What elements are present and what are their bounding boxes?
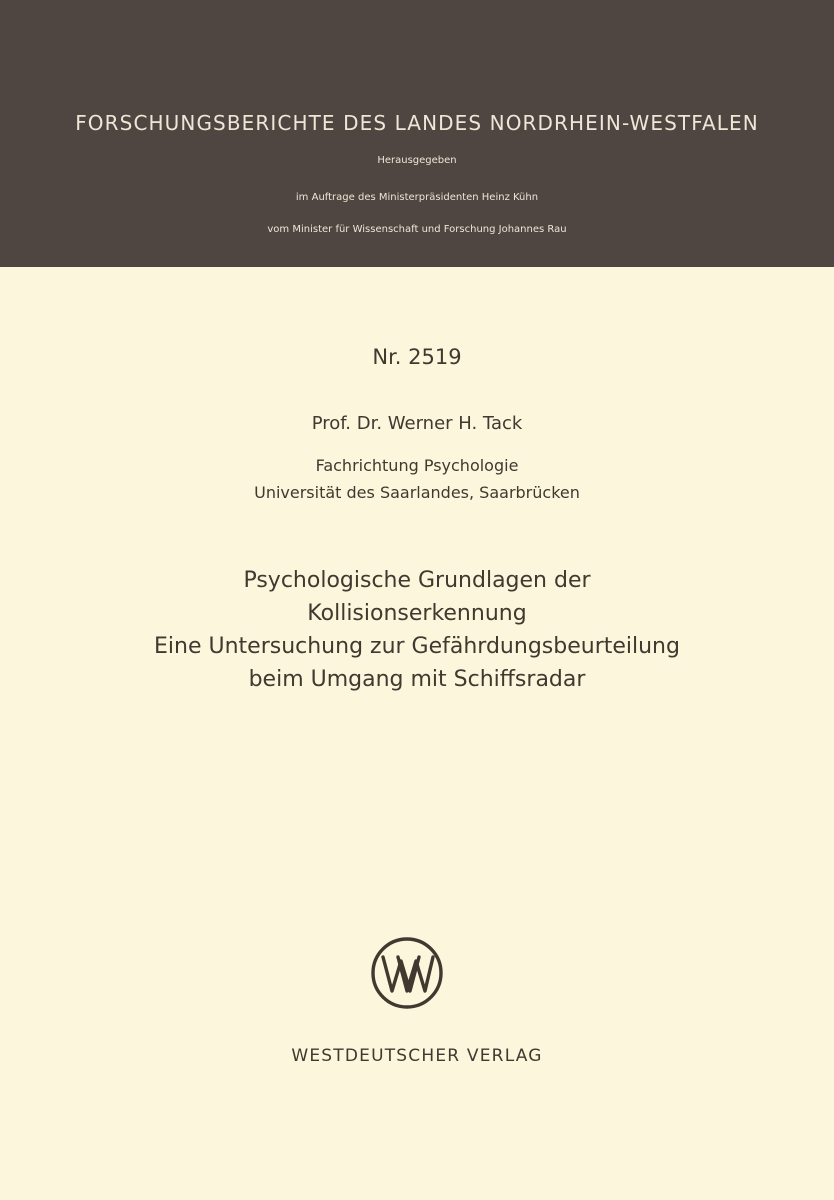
affiliation-line: Universität des Saarlandes, Saarbrücken [254,483,580,502]
series-header [0,0,834,267]
title-line: Kollisionserkennung [307,601,527,626]
publisher-name: WESTDEUTSCHER VERLAG [291,1046,543,1066]
title-line: Psychologische Grundlagen der [243,568,591,593]
publisher-logo-icon [367,933,447,1013]
editor-line: Herausgegeben [377,155,457,166]
ministry-line: vom Minister für Wissenschaft und Forschung Johannes Rau [267,224,567,235]
title-line: Eine Untersuchung zur Gefährdungsbeurteilung [154,634,680,659]
series-title: FORSCHUNGSBERICHTE DES LANDES NORDRHEIN-WESTFALEN [75,111,759,135]
author-name: Prof. Dr. Werner H. Tack [311,413,523,434]
affiliation-line: Fachrichtung Psychologie [315,456,519,475]
title-line: beim Umgang mit Schiffsradar [248,667,586,692]
report-number: Nr. 2519 [372,345,462,369]
commissioning-line: im Auftrage des Ministerpräsidenten Heinz Kühn [295,192,539,203]
